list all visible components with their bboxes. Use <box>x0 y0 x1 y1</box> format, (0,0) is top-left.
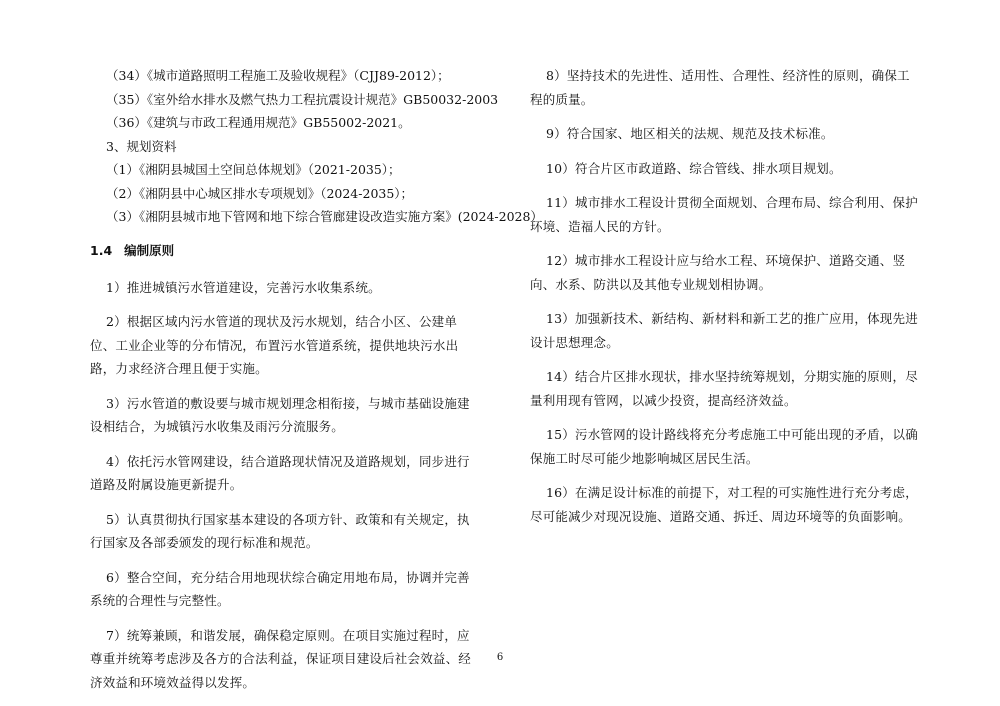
planning-item-1: （1）《湘阴县城国土空间总体规划》（2021-2035）； <box>106 162 401 177</box>
planning-heading: 3、规划资料 <box>106 138 177 154</box>
principle-13: 13）加强新技术、新结构、新材料和新工艺的推广应用，体现先进设计思想理念。 <box>530 311 918 350</box>
planning-item-3: （3）《湘阴县城市地下管网和地下综合管廊建设改造实施方案》(2024-2028） <box>106 209 543 224</box>
reference-item-35: （35）《室外给水排水及燃气热力工程抗震设计规范》GB50032-2003 <box>106 91 499 107</box>
principle-15: 15）污水管网的设计路线将充分考虑施工中可能出现的矛盾，以确保施工时尽可能少地影响城区居民生活。 <box>530 427 918 466</box>
planning-item-2: （2）《湘阴县中心城区排水专项规划》（2024-2035）； <box>106 185 414 201</box>
left-column <box>90 64 543 705</box>
section-title: 编制原则 <box>124 242 175 258</box>
reference-item-36: （36）《建筑与市政工程通用规范》GB55002-2021。 <box>106 115 411 130</box>
principle-10: 10）符合片区市政道路、综合管线、排水项目规划。 <box>546 160 842 176</box>
principle-2: 2）根据区域内污水管道的现状及污水规划，结合小区、公建单位、工业企业等的分布情况，布置污水管道系统，提供地块污水出路，力求经济合理且便于实施。 <box>90 314 459 376</box>
page-number: 6 <box>496 652 504 663</box>
section-number: 1.4 <box>90 242 113 258</box>
principle-9: 9）符合国家、地区相关的法规、规范及技术标准。 <box>546 126 834 141</box>
principle-5: 5）认真贯彻执行国家基本建设的各项方针、政策和有关规定，执行国家及各部委颁发的现行标准和规范。 <box>90 511 470 550</box>
principle-14: 14）结合片区排水现状，排水坚持统筹规划，分期实施的原则，尽量利用现有管网，以减少投资，提高经济效益。 <box>530 369 918 408</box>
principle-6: 6）整合空间，充分结合用地现状综合确定用地布局，协调并完善系统的合理性与完整性。 <box>90 569 470 608</box>
principle-12: 12）城市排水工程设计应与给水工程、环境保护、道路交通、竖向、水系、防洪以及其他专业规划相协调。 <box>530 253 906 292</box>
principle-16: 16）在满足设计标准的前提下，对工程的可实施性进行充分考虑，尽可能减少对现况设施、道路交通、拆迁、周边环境等的负面影响。 <box>530 485 918 524</box>
right-column <box>530 64 922 539</box>
principle-3: 3）污水管道的敷设要与城市规划理念相衔接，与城市基础设施建设相结合，为城镇污水收集及雨污分流服务。 <box>90 395 470 434</box>
principle-8: 8）坚持技术的先进性、适用性、合理性、经济性的原则，确保工程的质量。 <box>530 68 910 107</box>
principle-4: 4）依托污水管网建设，结合道路现状情况及道路规划，同步进行道路及附属设施更新提升。 <box>90 453 470 492</box>
section-heading <box>90 240 473 262</box>
reference-item-34: （34）《城市道路照明工程施工及验收规程》（CJJ89-2012）； <box>106 68 450 83</box>
principle-1: 1）推进城镇污水管道建设，完善污水收集系统。 <box>106 279 381 295</box>
principle-11: 11）城市排水工程设计贯彻全面规划、合理布局、综合利用、保护环境、造福人民的方针。 <box>530 195 918 234</box>
principle-7: 7）统筹兼顾，和谐发展，确保稳定原则。在项目实施过程时，应尊重并统筹考虑涉及各方的合法利益，保证项目建设后社会效益、经济效益和环境效益得以发挥。 <box>90 627 472 690</box>
